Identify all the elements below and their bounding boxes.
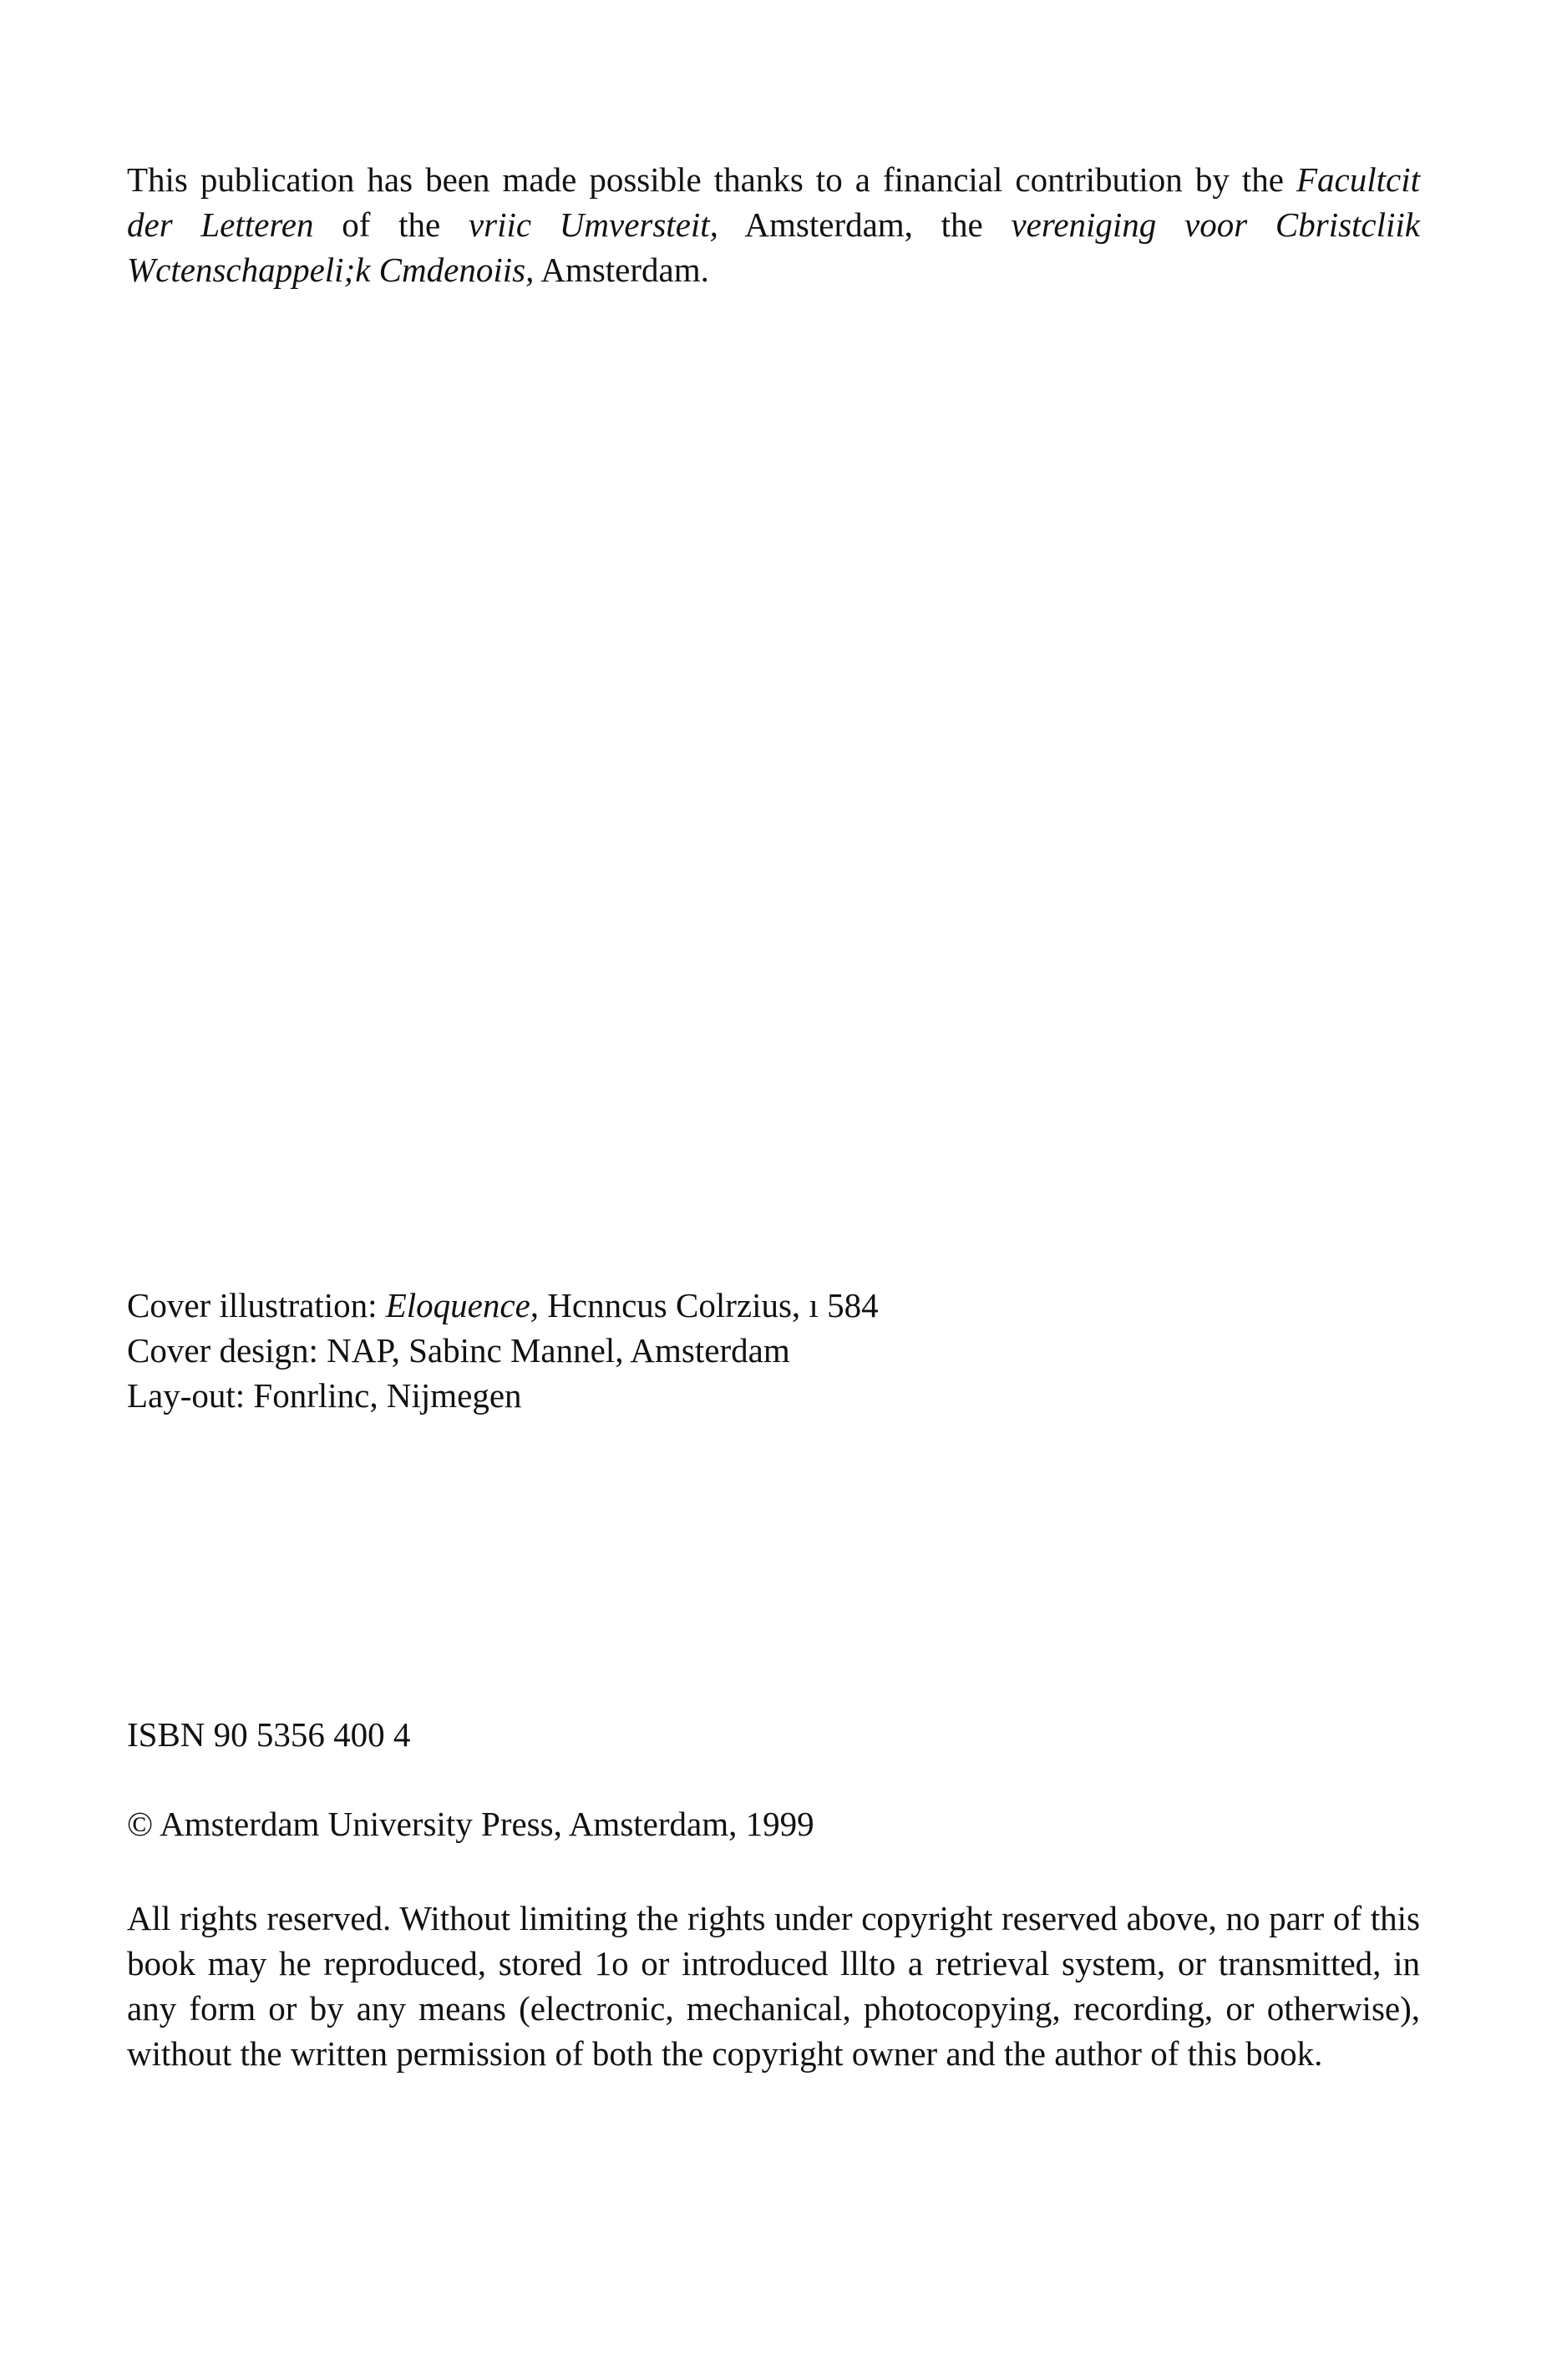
- rights-statement: All rights reserved. Without limiting the rights under copyright reserved above, no parr of this book may he reproduced, stored 1o or introduced lllto a retrieval system, or transmitted, in any form or by any means (electronic, mechanical, photocopying, recording, or otherwise), without the written permission of both the copyright owner and the author of this book.: [127, 1899, 1420, 2073]
- cover-illustration-label: Cover illustration:: [127, 1286, 386, 1324]
- cover-illustration-rest: Hcnncus Colrzius, ı 584: [539, 1286, 879, 1324]
- copyright-notice: © Amsterdam University Press, Amsterdam, 1999: [127, 1805, 814, 1843]
- cover-design-credit: Cover design: NAP, Sabinc Mannel, Amsterdam: [127, 1331, 790, 1370]
- funding-association: vereniging voor Cbristcliik Wctenschappeli;k Cmdenoiis,: [127, 205, 1421, 289]
- funding-text-1: This publication has been made possible thanks to a financial contribution by the: [127, 160, 1284, 199]
- isbn: ISBN 90 5356 400 4: [127, 1715, 411, 1754]
- funding-text-3: Amsterdam, the: [718, 205, 1012, 244]
- funding-statement: [127, 157, 1420, 292]
- funding-text-2: of the: [313, 205, 469, 244]
- cover-illustration-credit: [127, 1283, 1420, 1328]
- funding-faculty: Facultcit der Letteren: [127, 160, 1420, 244]
- layout-credit: Lay-out: Fonrlinc, Nijmegen: [127, 1376, 522, 1415]
- credits: [127, 1283, 1420, 1418]
- funding-university: vriic Umversteit,: [468, 205, 718, 244]
- cover-illustration-title: Eloquence,: [385, 1286, 540, 1324]
- funding-text-4: Amsterdam.: [534, 251, 709, 289]
